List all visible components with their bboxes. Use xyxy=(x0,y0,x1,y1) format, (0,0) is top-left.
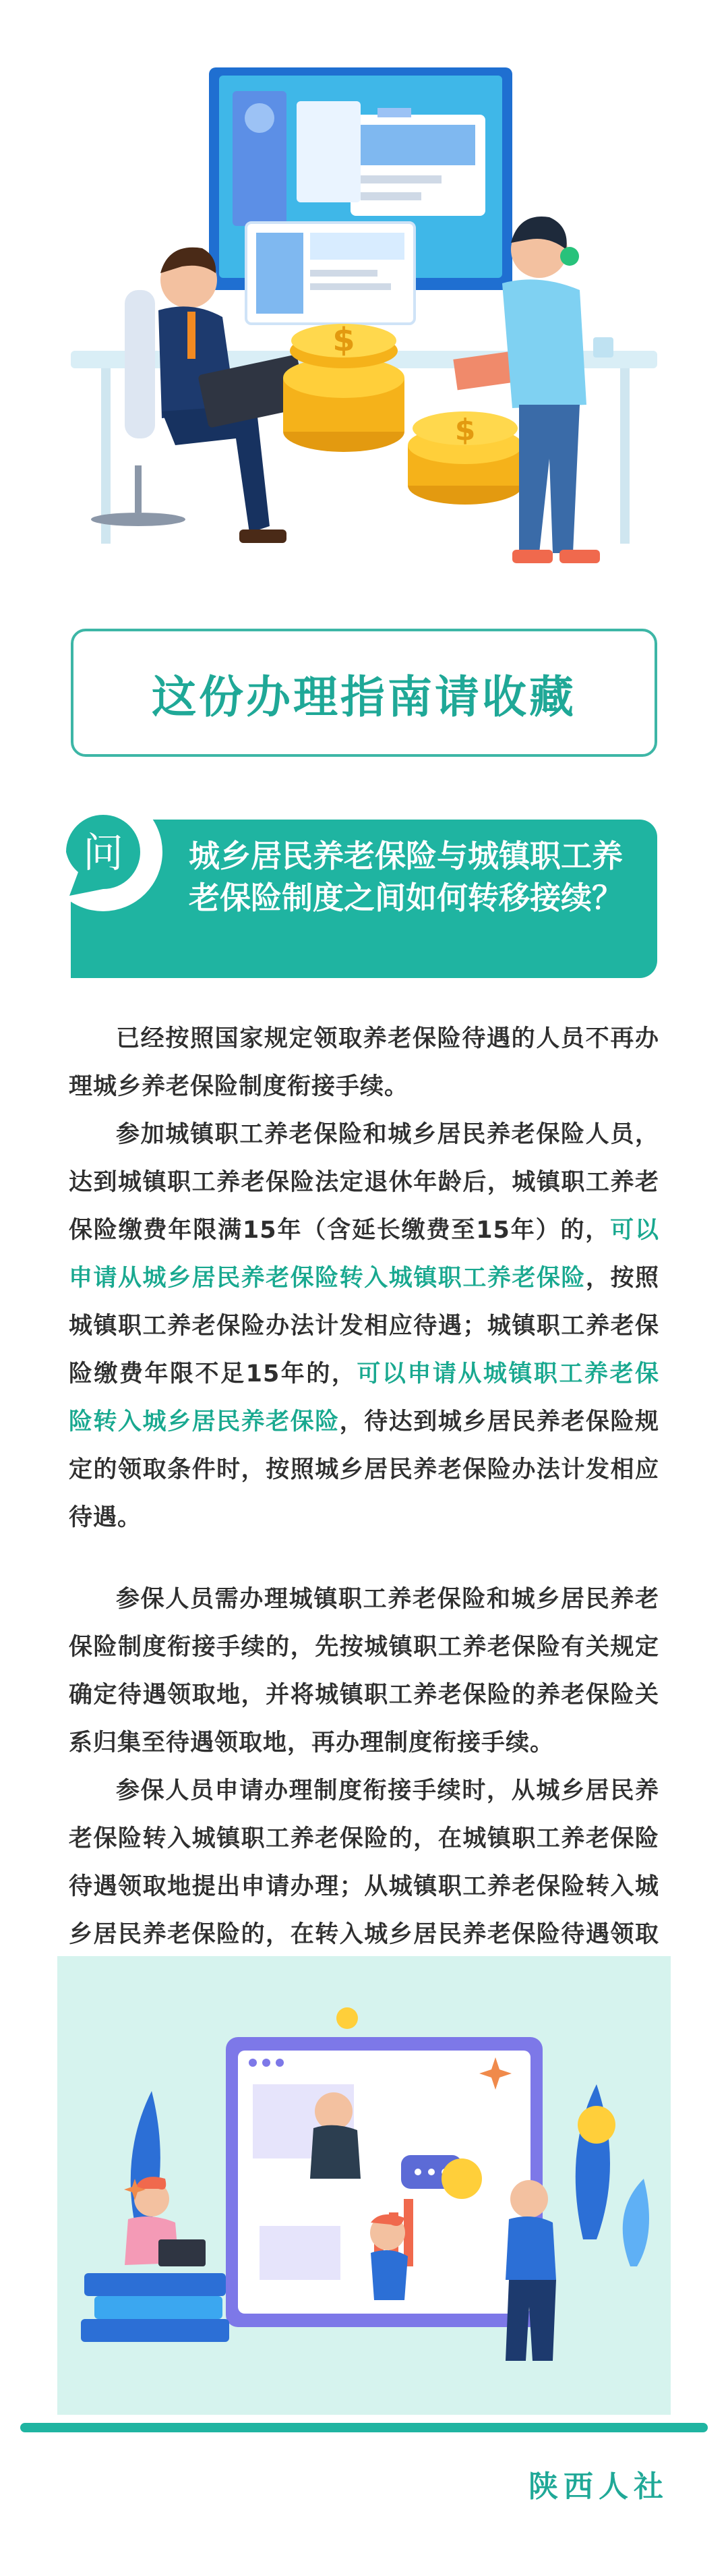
question-text: 城乡居民养老保险与城镇职工养老保险制度之间如何转移接续？ xyxy=(189,838,623,916)
page-title: 这份办理指南请收藏 xyxy=(152,670,576,723)
question-badge-label: 问 xyxy=(83,830,123,877)
bottom-illustration xyxy=(57,1956,671,2415)
paragraph-2-part-c: ，待达到城乡居民养老保险规定的领取条件时，按照城乡居民养老保险办法计发相应待遇。 xyxy=(69,1408,659,1531)
article-body xyxy=(69,1015,659,2007)
paragraph-2 xyxy=(69,1111,659,1542)
hero-illustration xyxy=(0,0,728,607)
highlight-transfer-to-urban: 可以申请从城乡居民养老保险转入城镇职工养老保险 xyxy=(69,1217,659,1292)
svg-text:$: $ xyxy=(454,413,476,447)
brand-name: 陕西人社 xyxy=(528,2469,669,2504)
highlight-transfer-to-rural: 可以申请从城镇职工养老保险转入城乡居民养老保险 xyxy=(69,1361,659,1435)
heading-box xyxy=(71,629,657,757)
footer-divider xyxy=(20,2423,708,2432)
paragraph-4: 参保人员申请办理制度衔接手续时，从城乡居民养老保险转入城镇职工养老保险的，在城镇职工养老保险待遇领取地提出申请办理；从城镇职工养老保险转入城乡居民养老保险的，在转入城乡居民养老保险待遇领取 xyxy=(69,1777,659,1948)
paragraph-2-part-a: 参加城镇职工养老保险和城乡居民养老保险人员，达到城镇职工养老保险法定退休年龄后，城镇职工养老保险缴费年限满15年（含延长缴费至15年）的， xyxy=(69,1121,659,1244)
paragraph-2-part-b: ，按照城镇职工养老保险办法计发相应待遇；城镇职工养老保险缴费年限不足15年的， xyxy=(69,1265,659,1387)
svg-text:$: $ xyxy=(332,321,355,359)
paragraph-1: 已经按照国家规定领取养老保险待遇的人员不再办理城乡养老保险制度衔接手续。 xyxy=(69,1025,659,1100)
paragraph-3: 参保人员需办理城镇职工养老保险和城乡居民养老保险制度衔接手续的，先按城镇职工养老保险有关规定确定待遇领取地，并将城镇职工养老保险的养老保险关系归集至待遇领取地，再办理制度衔接手续。 xyxy=(69,1586,659,1756)
question-badge-icon xyxy=(39,788,167,916)
